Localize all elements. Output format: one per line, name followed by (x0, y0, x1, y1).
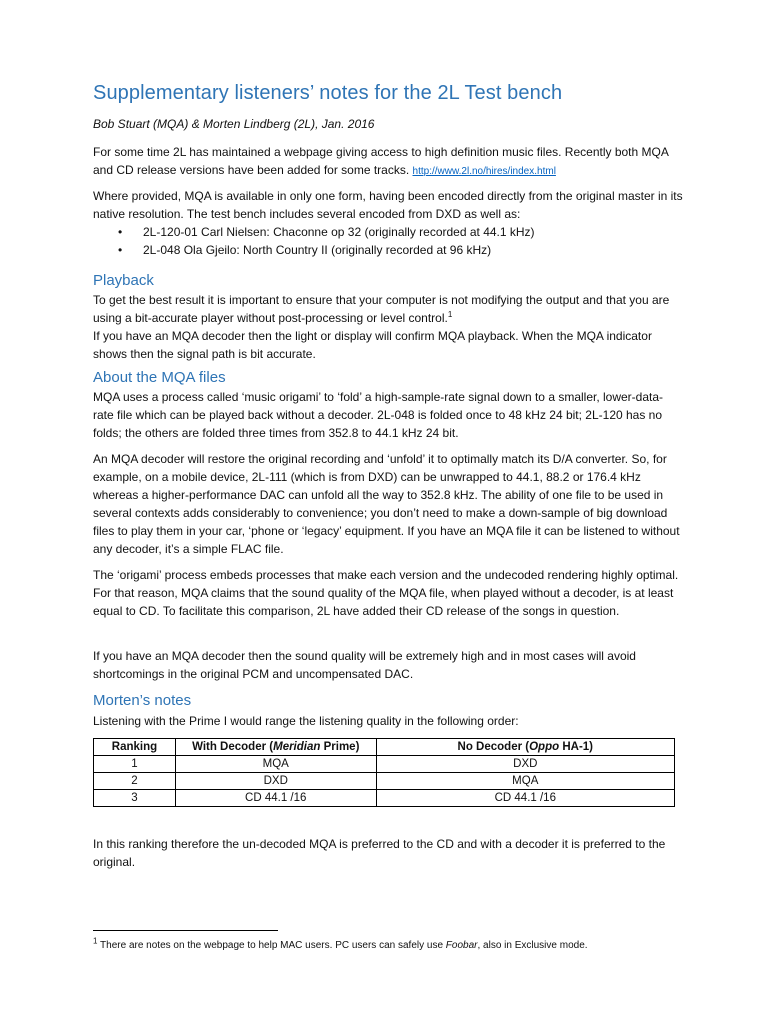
table-row (94, 773, 675, 790)
with-decoder-cell: CD 44.1 /16 (175, 790, 376, 807)
ranking-table (93, 738, 675, 807)
author-line: Bob Stuart (MQA) & Morten Lindberg (2L), Jan. 2016 (93, 117, 375, 131)
rank-cell: 1 (94, 756, 176, 773)
table-header-row (94, 739, 675, 756)
playback-p1: To get the best result it is important to ensure that your computer is not modifying the output and that you are using a bit-accurate player without post-processing or level control. (93, 293, 670, 325)
playback-heading: Playback (93, 272, 154, 289)
mqa-files-p3: The ‘origami’ process embeds processes that make each version and the undecoded rendering highly optimal. For that reason, MQA claims that the sound quality of the MQA file, when played without a decoder, is at least equal to CD. To facilitate this comparison, 2L have added their CD release of the songs in question. (93, 568, 679, 618)
no-decoder-cell: DXD (376, 756, 674, 773)
table-row (94, 756, 675, 773)
page-title: Supplementary listeners’ notes for the 2L Test bench (93, 82, 563, 104)
playback-section (93, 291, 683, 363)
mortens-notes-heading: Morten’s notes (93, 692, 192, 709)
mqa-files-p2: An MQA decoder will restore the original recording and ‘unfold’ it to optimally match its D/A converter. So, for example, on a mobile device, 2L-111 (which is from DXD) can be unwrapped to 44.1, 88.2 or 176.4 kHz whereas a higher-performance DAC can unfold all the way to 352.8 kHz. The ability of one file to be used in several contexts adds considerably to convenience; you don’t need to make a down-sample of big download files to play them in your car, ‘phone or ‘legacy’ equipment. If you have an MQA file it can be listened to without any decoder, it’s a simple FLAC file. (93, 452, 680, 556)
mortens-notes-intro: Listening with the Prime I would range the listening quality in the following order: (93, 714, 519, 728)
header-ranking: Ranking (94, 739, 176, 756)
rank-cell: 3 (94, 790, 176, 807)
hires-link[interactable]: http://www.2l.no/hires/index.html (412, 166, 556, 177)
intro-paragraph (93, 143, 683, 181)
where-provided-text: Where provided, MQA is available in only one form, having been encoded directly from the original master in its native resolution. The test bench includes several encoded from DXD as well as: (93, 189, 683, 221)
intro-text: For some time 2L has maintained a webpage giving access to high definition music files. Recently both MQA and CD release versions have been added for some tracks. (93, 145, 669, 177)
conclusion-paragraph: In this ranking therefore the un-decoded MQA is preferred to the CD and with a decoder it is preferred to the original. (93, 837, 666, 869)
rank-cell: 2 (94, 773, 176, 790)
mqa-files-heading: About the MQA files (93, 369, 226, 386)
list-item: • 2L-048 Ola Gjeilo: North Country II (originally recorded at 96 kHz) (118, 241, 683, 259)
mqa-files-p4: If you have an MQA decoder then the sound quality will be extremely high and in most cases will avoid shortcomings in the original PCM and uncompensated DAC. (93, 649, 636, 681)
where-provided-paragraph (93, 187, 683, 259)
footnote: $^1$ There are notes on the webpage to help MAC users. PC users can safely use Foobar, also in Exclusive mode. (93, 936, 588, 951)
mqa-files-p1: MQA uses a process called ‘music origami’ to ‘fold’ a high-sample-rate signal down to a smaller, lower-data-rate file which can be played back without a decoder. 2L-048 is folded once to 48 kHz 24 bit; 2L-120 has no folds; the others are folded three times from 352.8 to 44.1 kHz 24 bit. (93, 390, 664, 440)
with-decoder-cell: DXD (175, 773, 376, 790)
recording-list (93, 223, 683, 259)
footnote-ref: 1 (447, 310, 453, 319)
table-row (94, 790, 675, 807)
header-with-decoder: With Decoder (Meridian Prime) (175, 739, 376, 756)
foobar-name: Foobar (445, 940, 478, 951)
no-decoder-cell: MQA (376, 773, 674, 790)
with-decoder-cell: MQA (175, 756, 376, 773)
no-decoder-cell: CD 44.1 /16 (376, 790, 674, 807)
playback-p2: If you have an MQA decoder then the light or display will confirm MQA playback. When the MQA indicator shows then the signal path is bit accurate. (93, 329, 652, 361)
header-no-decoder: No Decoder (Oppo HA-1) (376, 739, 674, 756)
footnote-mark: 1 (93, 936, 98, 946)
list-item: • 2L-120-01 Carl Nielsen: Chaconne op 32 (originally recorded at 44.1 kHz) (118, 223, 683, 241)
footnote-divider (93, 930, 278, 931)
